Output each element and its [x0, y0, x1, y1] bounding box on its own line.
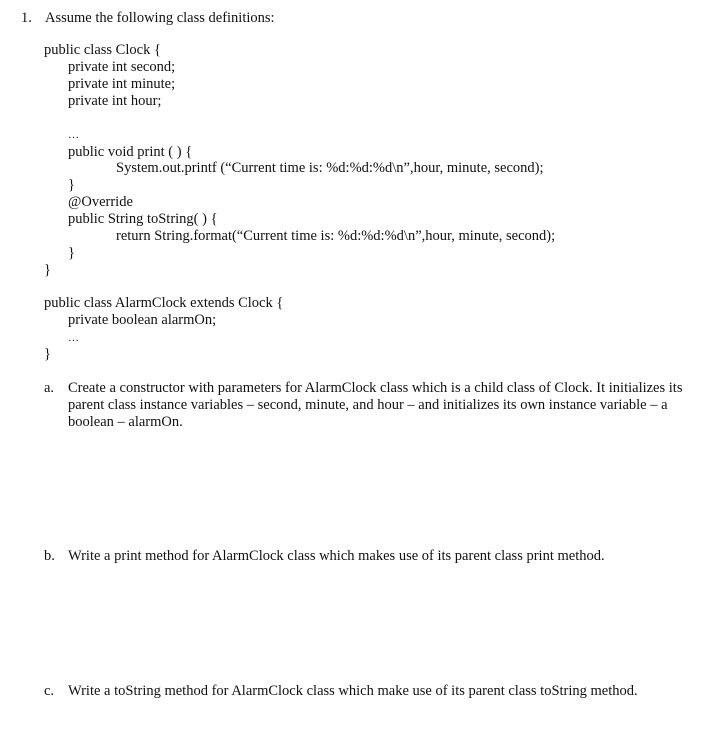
clock-ellipsis: … — [68, 129, 79, 141]
clock-print-signature: public void print ( ) { — [68, 144, 193, 160]
part-c-text: Write a toString method for AlarmClock class which make use of its parent class toString method. — [68, 683, 638, 699]
question-intro: Assume the following class definitions: — [45, 10, 275, 26]
part-a-label: a. — [44, 380, 55, 396]
clock-class-header: public class Clock { — [44, 42, 161, 58]
clock-print-close: } — [68, 177, 75, 193]
clock-field-hour: private int hour; — [68, 93, 162, 109]
clock-tostring-close: } — [68, 245, 75, 261]
part-b-label: b. — [44, 548, 55, 564]
part-b-text: Write a print method for AlarmClock class which makes use of its parent class print method. — [68, 548, 605, 564]
alarmclock-class-header: public class AlarmClock extends Clock { — [44, 295, 284, 311]
question-number: 1. — [21, 10, 32, 26]
part-a-text: Create a constructor with parameters for AlarmClock class which is a child class of Clock. It initializes its parent class instance variables – second, minute, and hour – and initializes its own instance variable – a boolean – alarmOn. — [68, 380, 683, 430]
clock-field-minute: private int minute; — [68, 76, 176, 92]
alarmclock-class-close: } — [44, 346, 51, 362]
part-c-label: c. — [44, 683, 55, 699]
alarmclock-field-alarmon: private boolean alarmOn; — [68, 312, 217, 328]
clock-print-body: System.out.printf (“Current time is: %d:%d:%d\n”,hour, minute, second); — [116, 160, 544, 176]
alarmclock-ellipsis: … — [68, 332, 79, 344]
clock-tostring-body: return String.format(“Current time is: %d:%d:%d\n”,hour, minute, second); — [116, 228, 556, 244]
clock-tostring-signature: public String toString( ) { — [68, 211, 218, 227]
clock-field-second: private int second; — [68, 59, 176, 75]
clock-class-close: } — [44, 262, 51, 278]
clock-override-annotation: @Override — [68, 194, 133, 210]
